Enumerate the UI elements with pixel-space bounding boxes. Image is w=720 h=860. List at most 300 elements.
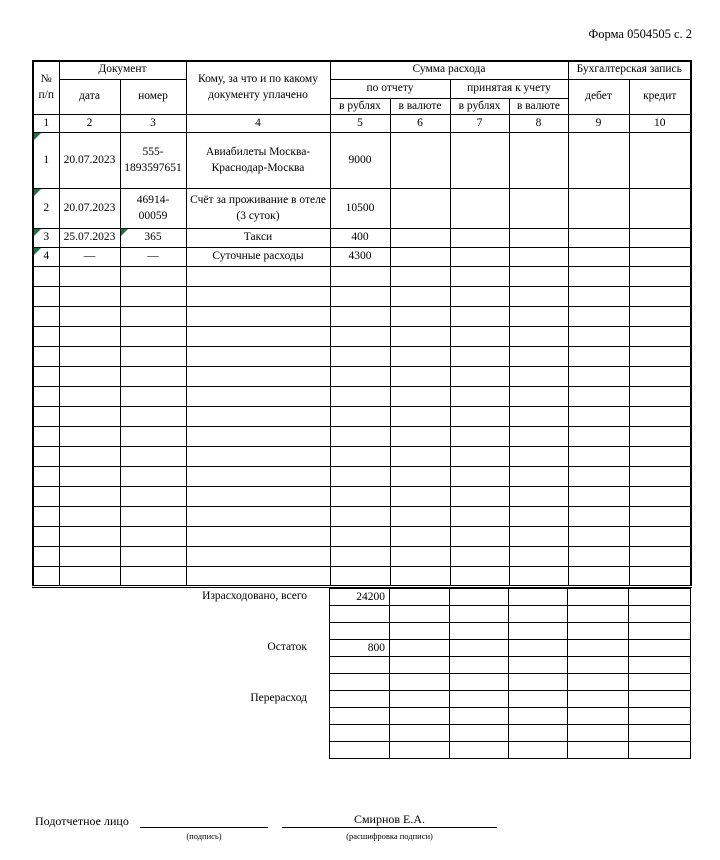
empty-cell [568,387,629,407]
empty-cell [629,547,691,567]
cell-date: 25.07.2023 [59,229,120,248]
signature-line [140,827,268,828]
summary-empty-cell [450,606,509,623]
col-header-payee: Кому, за что и по какому документу уплачено [186,61,330,115]
summary-empty-cell [629,589,691,606]
summary-label-overspend: Перерасход [250,692,307,704]
empty-cell [59,487,120,507]
empty-cell [390,547,450,567]
empty-cell [120,507,186,527]
empty-cell [450,267,509,287]
excel-error-triangle-icon [34,133,41,140]
empty-cell [186,387,330,407]
empty-cell [509,547,568,567]
empty-cell [450,387,509,407]
cell-credit [629,229,691,248]
summary-empty-cell [629,657,691,674]
empty-cell [568,467,629,487]
empty-cell [629,387,691,407]
empty-cell [450,447,509,467]
summary-empty-cell [390,606,450,623]
empty-cell [568,447,629,467]
empty-cell [390,287,450,307]
cell-report-currency [390,133,450,189]
summary-empty-cell [568,742,629,759]
empty-cell [390,567,450,587]
column-number: 3 [120,115,186,133]
empty-cell [450,507,509,527]
summary-table-body [330,589,691,759]
summary-value-cell: 800 [330,640,390,657]
cell-report-rub: 10500 [330,189,390,229]
summary-empty-cell [390,623,450,640]
empty-row [33,307,691,327]
empty-cell [390,407,450,427]
empty-cell [59,427,120,447]
empty-row [33,447,691,467]
summary-empty-cell [568,589,629,606]
empty-row [33,327,691,347]
summary-row [330,623,691,640]
empty-cell [330,407,390,427]
cell-debit [568,248,629,267]
empty-row [33,387,691,407]
summary-row [330,742,691,759]
summary-table [329,588,691,759]
summary-row [330,708,691,725]
empty-cell [509,267,568,287]
column-numbers-row [33,115,691,133]
cell-accepted-currency [509,189,568,229]
cell-date: 20.07.2023 [59,189,120,229]
empty-cell [330,447,390,467]
empty-cell [186,307,330,327]
cell-doc-number: — [120,248,186,267]
summary-empty-cell [450,589,509,606]
empty-cell [59,367,120,387]
cell-description: Счёт за проживание в отеле (3 суток) [186,189,330,229]
summary-empty-cell [629,640,691,657]
empty-cell [629,287,691,307]
row-num-text: 4 [43,250,50,263]
empty-cell [330,487,390,507]
empty-cell [59,287,120,307]
empty-cell [186,547,330,567]
empty-cell [629,407,691,427]
empty-cell [509,507,568,527]
main-table-body [33,61,691,587]
empty-cell [568,347,629,367]
empty-cell [120,267,186,287]
empty-cell [33,407,59,427]
empty-cell [330,367,390,387]
summary-value-cell [330,691,390,708]
summary-empty-cell [568,606,629,623]
table-row [33,248,691,267]
empty-cell [629,487,691,507]
empty-cell [33,367,59,387]
empty-cell [33,287,59,307]
empty-cell [390,367,450,387]
empty-cell [33,427,59,447]
cell-accepted-currency [509,248,568,267]
empty-cell [186,507,330,527]
empty-cell [33,547,59,567]
col-header-accepted: принятая к учету [450,79,568,98]
empty-cell [568,507,629,527]
summary-empty-cell [568,691,629,708]
excel-error-triangle-icon [121,229,128,236]
empty-cell [330,547,390,567]
cell-report-rub: 9000 [330,133,390,189]
summary-empty-cell [568,708,629,725]
summary-empty-cell [509,657,568,674]
summary-empty-cell [509,674,568,691]
summary-empty-cell [450,674,509,691]
header-row-2 [33,79,691,98]
doc-number-text: 365 [144,231,162,244]
cell-accepted-currency [509,229,568,248]
summary-row [330,725,691,742]
summary-empty-cell [568,674,629,691]
summary-empty-cell [450,691,509,708]
table-row [33,229,691,248]
summary-empty-cell [450,657,509,674]
summary-empty-cell [629,742,691,759]
empty-cell [568,407,629,427]
empty-cell [120,527,186,547]
empty-cell [120,487,186,507]
empty-cell [186,287,330,307]
summary-label-remainder: Остаток [267,641,307,653]
cell-accepted-currency [509,133,568,189]
empty-cell [330,507,390,527]
col-header-accepted-rub: в рублях [450,98,509,115]
summary-empty-cell [629,691,691,708]
cell-description: Авиабилеты Москва-Краснодар-Москва [186,133,330,189]
cell-date: 20.07.2023 [59,133,120,189]
empty-cell [33,447,59,467]
empty-cell [509,407,568,427]
empty-cell [186,467,330,487]
summary-empty-cell [629,674,691,691]
empty-cell [186,487,330,507]
summary-row [330,691,691,708]
empty-row [33,507,691,527]
empty-cell [509,367,568,387]
col-header-by-report: по отчету [330,79,450,98]
summary-empty-cell [509,708,568,725]
empty-cell [186,527,330,547]
signature-name-caption: (расшифровка подписи) [346,831,433,841]
empty-cell [450,367,509,387]
col-header-expense-sum: Сумма расхода [330,61,568,79]
summary-empty-cell [509,640,568,657]
signature-name: Смирнов Е.А. [353,812,426,826]
empty-cell [629,427,691,447]
column-number: 9 [568,115,629,133]
empty-cell [33,507,59,527]
empty-cell [568,567,629,587]
empty-cell [59,467,120,487]
empty-cell [59,387,120,407]
empty-cell [450,427,509,447]
empty-cell [186,327,330,347]
summary-value-cell [330,725,390,742]
empty-cell [629,507,691,527]
empty-row [33,367,691,387]
col-header-report-currency: в валюте [390,98,450,115]
summary-empty-cell [509,725,568,742]
empty-row [33,427,691,447]
empty-row [33,487,691,507]
empty-cell [59,567,120,587]
cell-credit [629,248,691,267]
empty-cell [390,467,450,487]
empty-cell [629,447,691,467]
empty-cell [568,547,629,567]
empty-cell [59,407,120,427]
col-header-num: № п/п [33,61,59,115]
empty-cell [330,327,390,347]
empty-cell [390,427,450,447]
empty-cell [568,527,629,547]
empty-cell [390,307,450,327]
expense-report-table [32,60,692,588]
summary-empty-cell [568,725,629,742]
empty-cell [33,567,59,587]
column-number: 6 [390,115,450,133]
empty-cell [568,487,629,507]
empty-row [33,567,691,587]
empty-row [33,407,691,427]
empty-cell [186,447,330,467]
col-header-document: Документ [59,61,186,79]
summary-empty-cell [390,657,450,674]
empty-cell [186,567,330,587]
col-header-report-rub: в рублях [330,98,390,115]
table-row [33,189,691,229]
signature-caption: (подпись) [186,831,222,841]
empty-cell [509,307,568,327]
summary-empty-cell [629,708,691,725]
empty-row [33,547,691,567]
summary-empty-cell [509,691,568,708]
empty-cell [509,387,568,407]
empty-cell [629,307,691,327]
empty-cell [186,347,330,367]
cell-debit [568,189,629,229]
empty-cell [120,307,186,327]
empty-cell [629,467,691,487]
empty-cell [186,427,330,447]
summary-empty-cell [509,606,568,623]
empty-cell [120,327,186,347]
empty-cell [509,347,568,367]
cell-row-num [33,133,59,189]
summary-value-cell [330,657,390,674]
row-num-text: 3 [43,231,50,244]
col-header-accounting-entry: Бухгалтерская запись [568,61,691,79]
summary-row [330,640,691,657]
empty-cell [450,407,509,427]
empty-cell [330,387,390,407]
row-num-text: 1 [43,153,50,166]
empty-row [33,347,691,367]
empty-cell [450,567,509,587]
summary-row [330,589,691,606]
summary-empty-cell [509,742,568,759]
cell-report-rub: 400 [330,229,390,248]
summary-row [330,657,691,674]
empty-cell [330,467,390,487]
summary-empty-cell [390,589,450,606]
cell-accepted-rub [450,189,509,229]
empty-cell [186,407,330,427]
empty-cell [330,267,390,287]
empty-cell [390,267,450,287]
cell-description: Такси [186,229,330,248]
column-number: 1 [33,115,59,133]
empty-cell [568,427,629,447]
empty-cell [33,347,59,367]
empty-cell [450,327,509,347]
cell-report-currency [390,229,450,248]
empty-cell [568,287,629,307]
empty-cell [330,527,390,547]
empty-cell [629,267,691,287]
summary-empty-cell [390,640,450,657]
empty-cell [629,367,691,387]
empty-cell [120,427,186,447]
empty-cell [330,307,390,327]
empty-cell [59,307,120,327]
empty-cell [186,367,330,387]
empty-cell [330,347,390,367]
header-row-1 [33,61,691,79]
empty-cell [509,467,568,487]
cell-row-num [33,189,59,229]
col-header-accepted-currency: в валюте [509,98,568,115]
cell-report-currency [390,189,450,229]
summary-value-cell [330,708,390,725]
cell-debit [568,133,629,189]
empty-cell [330,287,390,307]
summary-value-cell [330,623,390,640]
cell-accepted-rub [450,229,509,248]
summary-row [330,674,691,691]
empty-cell [509,287,568,307]
summary-empty-cell [450,708,509,725]
empty-cell [59,547,120,567]
empty-cell [120,467,186,487]
empty-cell [120,547,186,567]
empty-cell [568,367,629,387]
empty-cell [450,547,509,567]
signature-name-line [282,827,497,828]
column-number: 10 [629,115,691,133]
empty-cell [568,327,629,347]
empty-cell [568,307,629,327]
column-number: 5 [330,115,390,133]
summary-value-cell [330,742,390,759]
empty-cell [509,427,568,447]
empty-cell [33,387,59,407]
row-num-text: 2 [43,201,50,214]
empty-cell [59,347,120,367]
empty-cell [450,307,509,327]
excel-error-triangle-icon [34,189,41,196]
empty-cell [509,567,568,587]
empty-cell [450,527,509,547]
empty-cell [390,527,450,547]
empty-cell [390,347,450,367]
empty-cell [33,327,59,347]
summary-empty-cell [568,640,629,657]
column-number: 2 [59,115,120,133]
table-row [33,133,691,189]
summary-empty-cell [509,623,568,640]
empty-cell [120,287,186,307]
empty-cell [450,467,509,487]
empty-cell [629,527,691,547]
summary-empty-cell [629,725,691,742]
summary-value-cell [330,606,390,623]
summary-value-cell [330,674,390,691]
col-header-credit: кредит [629,79,691,115]
col-header-number: номер [120,79,186,115]
summary-empty-cell [509,589,568,606]
empty-cell [509,487,568,507]
empty-cell [120,347,186,367]
empty-cell [330,427,390,447]
summary-empty-cell [450,742,509,759]
empty-cell [33,527,59,547]
column-number: 7 [450,115,509,133]
summary-empty-cell [450,623,509,640]
empty-row [33,267,691,287]
empty-cell [390,507,450,527]
summary-empty-cell [450,725,509,742]
empty-cell [629,347,691,367]
excel-error-triangle-icon [34,248,41,255]
summary-empty-cell [629,623,691,640]
empty-cell [120,567,186,587]
summary-row [330,606,691,623]
excel-error-triangle-icon [34,229,41,236]
empty-cell [120,407,186,427]
summary-empty-cell [390,725,450,742]
summary-empty-cell [450,640,509,657]
cell-accepted-rub [450,133,509,189]
summary-empty-cell [390,691,450,708]
empty-cell [59,447,120,467]
form-number-label: Форма 0504505 с. 2 [588,27,692,41]
cell-date: — [59,248,120,267]
empty-cell [390,447,450,467]
empty-cell [120,367,186,387]
empty-cell [509,447,568,467]
summary-empty-cell [390,742,450,759]
cell-doc-number: 555-1893597651 [120,133,186,189]
empty-cell [390,387,450,407]
cell-report-rub: 4300 [330,248,390,267]
empty-cell [59,327,120,347]
cell-doc-number [120,229,186,248]
cell-credit [629,133,691,189]
cell-row-num [33,229,59,248]
column-number: 8 [509,115,568,133]
